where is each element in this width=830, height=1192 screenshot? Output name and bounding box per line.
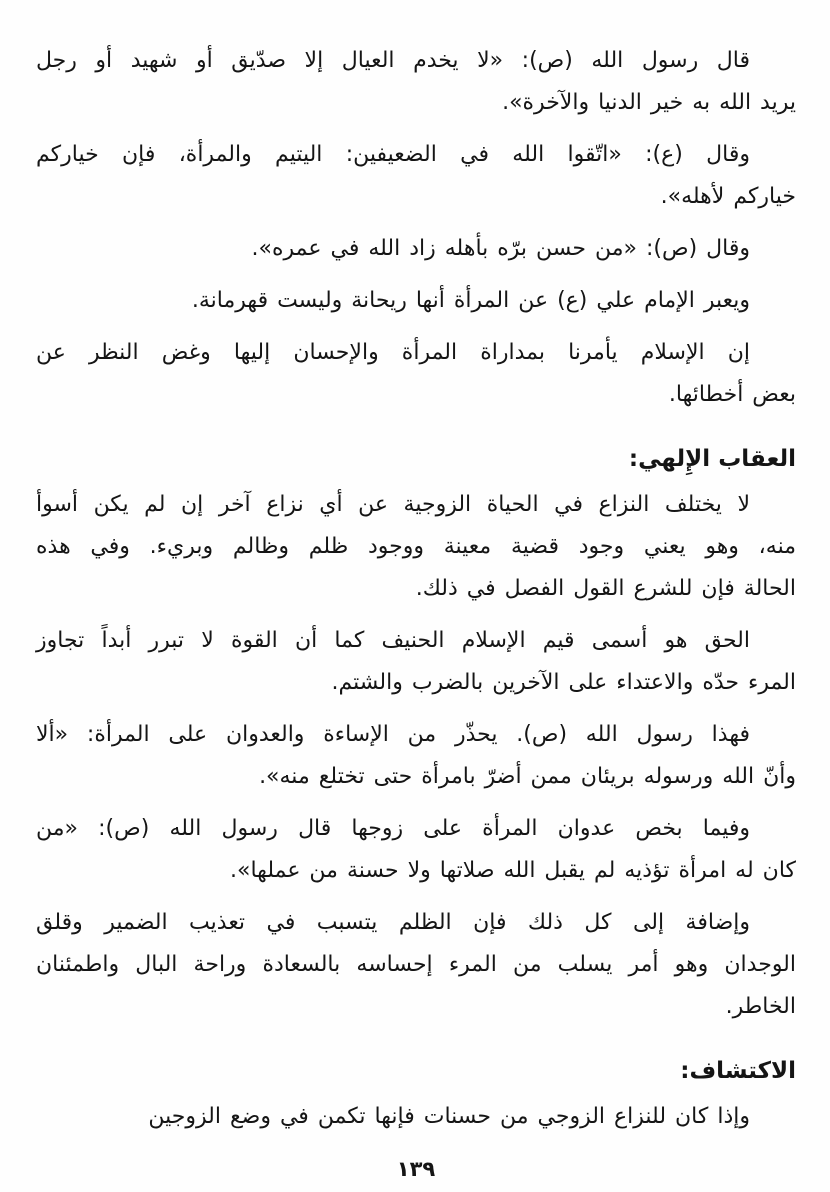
page-footer [36,1148,796,1190]
text-line: الحالة فإن للشرع القول الفصل في ذلك. [415,576,796,601]
paragraph [36,902,796,1028]
text-line: كان له امرأة تؤذيه لم يقبل الله صلاتها ولا حسنة من عملها». [230,858,796,883]
text-line: وإضافة إلى كل ذلك فإن الظلم يتسبب في تعذيب الضمير وقلق [36,910,750,935]
text-line: وقال (ع): «اتّقوا الله في الضعيفين: اليتيم والمرأة، فإن خياركم [36,142,750,167]
section-heading: العقاب الإِلهي: [628,446,796,472]
text-line: يريد الله به خير الدنيا والآخرة». [502,90,796,115]
text-line: قال رسول الله (ص): «لا يخدم العيال إلا صدّيق أو شهيد أو رجل [36,48,750,73]
text-line: الوجدان وهو أمر يسلب من المرء إحساسه بالسعادة وراحة البال واطمئنان [36,952,796,977]
paragraph [36,280,796,322]
text-line: وإذا كان للنزاع الزوجي من حسنات فإنها تكمن في وضع الزوجين [148,1104,750,1129]
section-heading: الاكتشاف: [680,1058,796,1084]
text-line: منه، وهو يعني وجود قضية معينة ووجود ظلم وظالم وبريء. وفي هذه [36,534,796,559]
paragraph [36,134,796,218]
text-line: ويعبر الإمام علي (ع) عن المرأة أنها ريحانة وليست قهرمانة. [191,288,750,313]
paragraph [36,228,796,270]
paragraph [36,620,796,704]
paragraph [36,484,796,610]
paragraph [36,40,796,124]
text-line: لا يختلف النزاع في الحياة الزوجية عن أي نزاع آخر إن لم يكن أسوأ [36,492,750,517]
paragraph [36,808,796,892]
text-line: إن الإسلام يأمرنا بمداراة المرأة والإحسان إليها وغض النظر عن [36,340,750,365]
text-line: الخاطر. [725,994,796,1019]
text-line: خياركم لأهله». [660,184,796,209]
paragraph [36,1096,796,1138]
text-line: وفيما بخص عدوان المرأة على زوجها قال رسول الله (ص): «من [36,816,750,841]
paragraph [36,714,796,798]
page-number: ١٣٩ [396,1157,436,1181]
text-line: المرء حدّه والاعتداء على الآخرين بالضرب والشتم. [331,670,796,695]
text-line: وأنّ الله ورسوله بريئان ممن أضرّ بامرأة حتى تختلع منه». [259,764,796,789]
paragraph [36,332,796,416]
text-line: وقال (ص): «من حسن برّه بأهله زاد الله في عمره». [251,236,750,261]
text-line: فهذا رسول الله (ص). يحذّر من الإساءة والعدوان على المرأة: «ألا [36,722,750,747]
page-text [36,40,796,1138]
text-line: الحق هو أسمى قيم الإسلام الحنيف كما أن القوة لا تبرر أبداً تجاوز [36,628,750,653]
text-line: بعض أخطائها. [668,382,796,407]
